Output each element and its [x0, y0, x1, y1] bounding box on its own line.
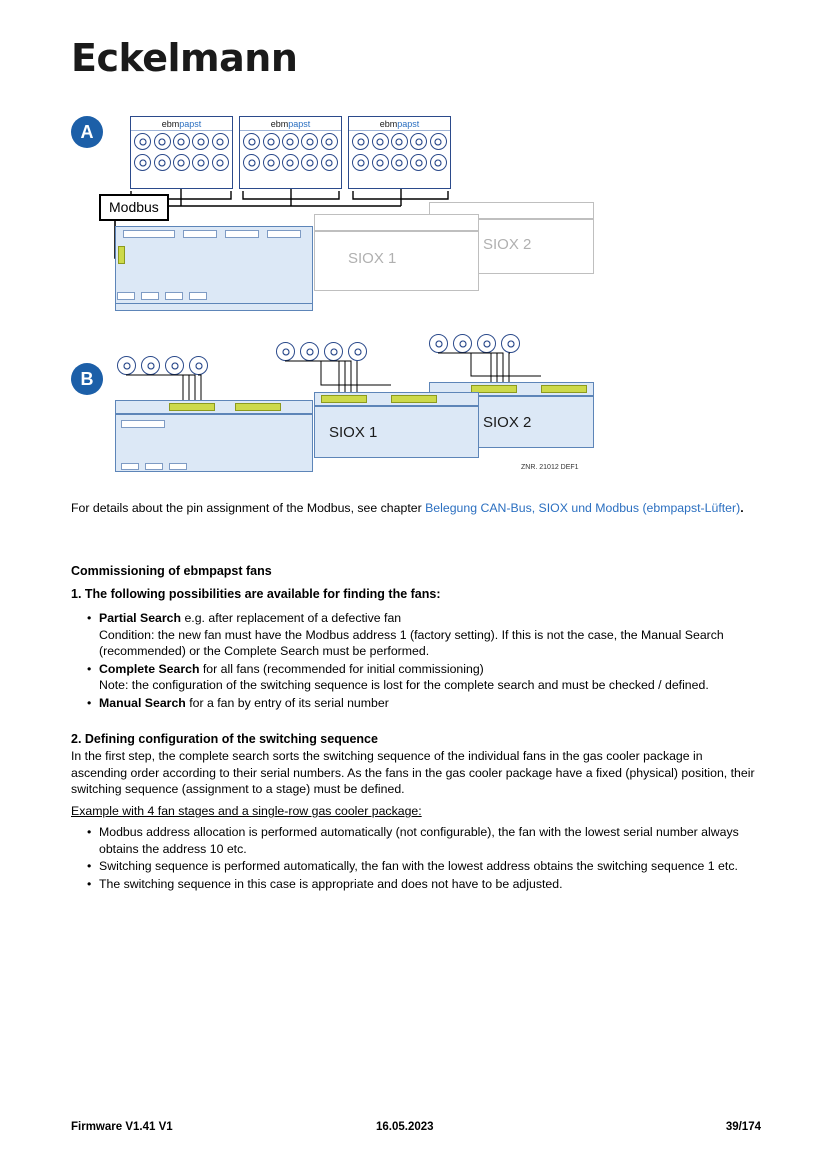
- drawing-number: ZNR. 21012 DEF1: [521, 464, 579, 471]
- section-title: Commissioning of ebmpapst fans: [71, 564, 272, 578]
- siox1-label-b: SIOX 1: [329, 424, 378, 441]
- figure-b-badge: B: [71, 363, 103, 395]
- controller-port: [225, 230, 259, 238]
- siox2-connector: [541, 385, 587, 393]
- ebm-text: ebm: [379, 119, 398, 129]
- partial-search-text: e.g. after replacement of a defective fan: [181, 611, 402, 625]
- modbus-connector: [118, 246, 125, 264]
- controller-port: [189, 292, 207, 300]
- partial-search-note: Condition: the new fan must have the Modbus address 1 (factory setting). If this is not the case, the Manual Search (recommended) or the Complete Search must be performed.: [99, 627, 724, 659]
- complete-search-note: Note: the configuration of the switching sequence is lost for the complete search and must be checked / defined.: [99, 678, 709, 693]
- list-item: [89, 610, 761, 660]
- bullet-list-1: [71, 608, 761, 713]
- partial-search-label: Partial Search: [99, 611, 182, 625]
- siox2-label-b: SIOX 2: [483, 414, 532, 431]
- intro-paragraph: [71, 500, 761, 517]
- papst-text: papst: [179, 119, 202, 129]
- controller-port-b: [145, 463, 163, 470]
- siox1-connector: [391, 395, 437, 403]
- papst-text: papst: [288, 119, 311, 129]
- siox1-body: [314, 231, 479, 291]
- controller-port: [267, 230, 301, 238]
- controller-port-b: [169, 463, 187, 470]
- company-logo: Eckelmann: [71, 36, 298, 80]
- list-item: [89, 661, 761, 694]
- list-item: [89, 695, 761, 712]
- intro-text-before: For details about the pin assignment of the Modbus, see chapter: [71, 501, 426, 515]
- manual-search-text: for a fan by entry of its serial number: [185, 695, 389, 710]
- heading-1: 1. The following possibilities are available for finding the fans:: [71, 587, 441, 601]
- figure-a: [71, 106, 761, 316]
- footer-page-number: 39/174: [725, 1121, 761, 1133]
- papst-text: papst: [397, 119, 420, 129]
- list-item: • Modbus address allocation is performed automatically (not configurable), the fan with the lowest serial number always obtains the address 10 etc.: [89, 824, 761, 857]
- ebm-text: ebm: [161, 119, 180, 129]
- list-item: • The switching sequence in this case is appropriate and does not have to be adjusted.: [89, 876, 761, 893]
- controller-port: [183, 230, 217, 238]
- controller-connector: [235, 403, 281, 411]
- figure-a-badge: A: [71, 116, 103, 148]
- controller-port: [165, 292, 183, 300]
- controller-port: [141, 292, 159, 300]
- example-title: Example with 4 fan stages and a single-row gas cooler package:: [71, 804, 422, 818]
- controller-port-b: [121, 420, 165, 428]
- complete-search-text: for all fans (recommended for initial commissioning): [199, 661, 484, 676]
- controller-port: [123, 230, 175, 238]
- siox2-label: SIOX 2: [483, 236, 532, 253]
- modbus-label-box: Modbus: [99, 194, 169, 221]
- controller-base: [115, 303, 313, 311]
- siox1-connector: [321, 395, 367, 403]
- paragraph-2: In the first step, the complete search sorts the switching sequence of the individual fans in the gas cooler package in ascending order according to their serial numbers. As the fans in the gas cooler package have a fixed (physical) position, their switching sequence (assignment to a stage) must be defined.: [71, 749, 755, 797]
- controller-connector: [169, 403, 215, 411]
- intro-text-after: .: [740, 501, 744, 515]
- footer-date: 16.05.2023: [376, 1121, 434, 1133]
- manual-search-label: Manual Search: [99, 695, 186, 710]
- siox1-top-strip: [314, 214, 479, 231]
- chapter-link[interactable]: Belegung CAN-Bus, SIOX und Modbus (ebmpapst-Lüfter): [425, 501, 741, 515]
- ebm-text: ebm: [270, 119, 289, 129]
- footer-firmware: Firmware V1.41 V1: [71, 1121, 173, 1133]
- list-item: • Switching sequence is performed automatically, the fan with the lowest address obtains the switching sequence 1 etc.: [89, 858, 761, 875]
- heading-2: 2. Defining configuration of the switching sequence: [71, 732, 378, 746]
- complete-search-label: Complete Search: [99, 661, 200, 676]
- controller-port: [117, 292, 135, 300]
- controller-port-b: [121, 463, 139, 470]
- figure-b: [71, 330, 761, 485]
- bullet-list-2: [71, 822, 761, 893]
- siox1-label: SIOX 1: [348, 250, 397, 267]
